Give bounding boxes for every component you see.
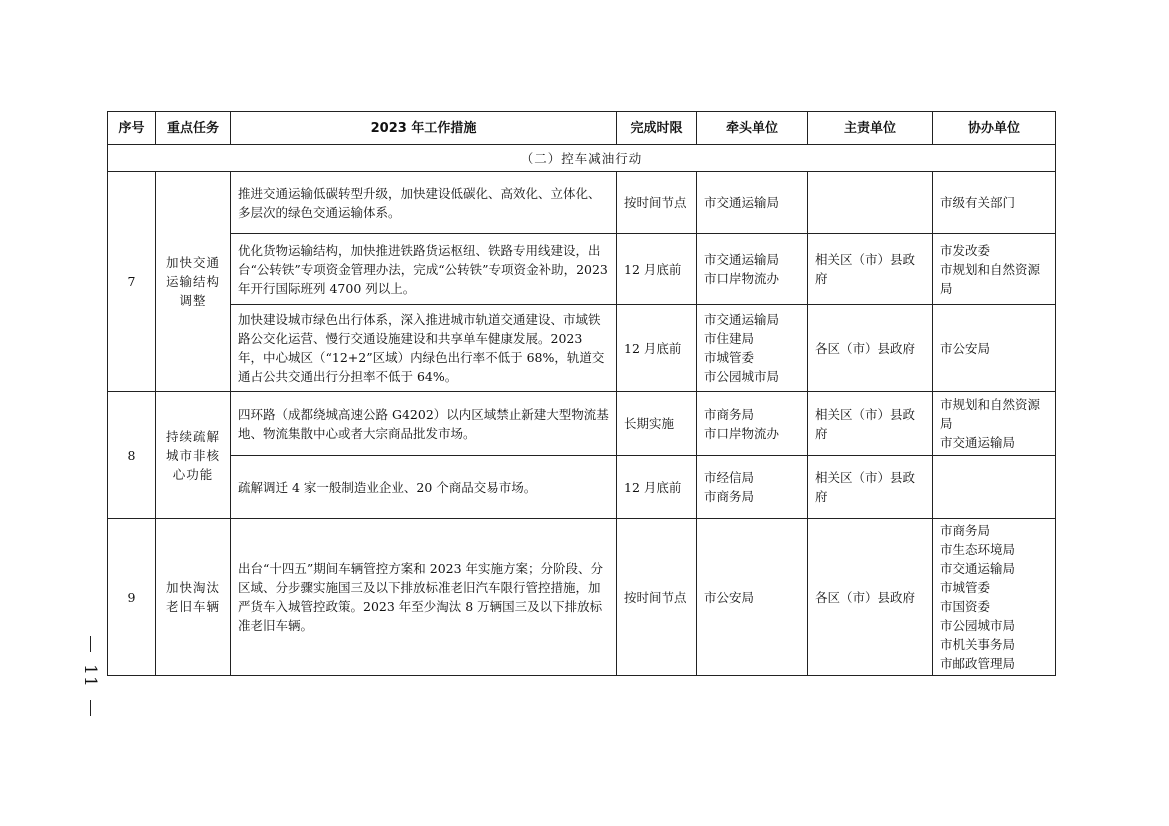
deadline-cell: 按时间节点: [617, 172, 697, 234]
header-main-unit: 主责单位: [808, 112, 933, 145]
assist-unit-cell-item: 市城管委: [940, 580, 991, 595]
lead-unit-cell-item: 市交通运输局: [704, 312, 780, 327]
lead-unit-cell: [697, 172, 808, 234]
seq-cell: 9: [108, 519, 156, 676]
header-deadline: 完成时限: [617, 112, 697, 145]
seq-cell: 8: [108, 392, 156, 519]
assist-unit-cell-item: 市机关事务局: [940, 637, 1016, 652]
measure-cell: 疏解调迁 4 家一般制造业企业、20 个商品交易市场。: [231, 456, 617, 519]
lead-unit-cell: [697, 234, 808, 305]
header-task: 重点任务: [156, 112, 231, 145]
assist-unit-cell-item: 市邮政管理局: [940, 656, 1016, 671]
deadline-cell: 12 月底前: [617, 456, 697, 519]
table-header-row: [108, 112, 1056, 145]
lead-unit-cell-item: 市公园城市局: [704, 369, 780, 384]
assist-unit-cell: [933, 392, 1056, 456]
assist-unit-cell-item: 市交通运输局: [940, 561, 1016, 576]
section-row: [108, 145, 1056, 172]
table-row: [108, 305, 1056, 392]
assist-unit-cell: [933, 234, 1056, 305]
lead-unit-cell-item: 市住建局: [704, 331, 755, 346]
assist-unit-cell-item: 市公园城市局: [940, 618, 1016, 633]
assist-unit-cell-item: 市交通运输局: [940, 435, 1016, 450]
lead-unit-cell: [697, 305, 808, 392]
task-cell: 持续疏解城市非核心功能: [156, 392, 231, 519]
header-measures: 2023 年工作措施: [231, 112, 617, 145]
lead-unit-cell-item: 市口岸物流办: [704, 271, 780, 286]
assist-unit-cell-item: 市级有关部门: [940, 195, 1016, 210]
lead-unit-cell-item: 市公安局: [704, 589, 755, 605]
measure-cell: 推进交通运输低碳转型升级，加快建设低碳化、高效化、立体化、多层次的绿色交通运输体系。: [231, 172, 617, 234]
assist-unit-cell: [933, 305, 1056, 392]
main-unit-cell: 各区（市）县政府: [808, 519, 933, 676]
measure-cell: 出台“十四五”期间车辆管控方案和 2023 年实施方案；分阶段、分区域、分步骤实施国三及以下排放标准老旧汽车限行管控措施，加严货车入城管控政策。2023 年至少淘汰 8 万辆国三及以下排放标准老旧车辆。: [231, 519, 617, 676]
lead-unit-cell: [697, 392, 808, 456]
page-number-dash-bottom: [90, 700, 91, 716]
lead-unit-cell-item: 市城管委: [704, 350, 755, 365]
deadline-cell: 12 月底前: [617, 305, 697, 392]
lead-unit-cell-item: 市经信局: [704, 470, 755, 485]
deadline-cell: 12 月底前: [617, 234, 697, 305]
main-unit-cell: 相关区（市）县政府: [808, 392, 933, 456]
task-cell: 加快淘汰老旧车辆: [156, 519, 231, 676]
header-assist-unit: 协办单位: [933, 112, 1056, 145]
table-row: [108, 392, 1056, 456]
table-row: [108, 519, 1056, 676]
lead-unit-cell: [697, 519, 808, 676]
assist-unit-cell-item: 市生态环境局: [940, 542, 1016, 557]
main-unit-cell: 相关区（市）县政府: [808, 456, 933, 519]
table-row: [108, 456, 1056, 519]
measure-cell: 加快建设城市绿色出行体系，深入推进城市轨道交通建设、市域铁路公交化运营、慢行交通设施建设和共享单车健康发展。2023 年，中心城区（“12+2”区域）内绿色出行率不低于 68%，轨道交通占公共交通出行分担率不低于 64%。: [231, 305, 617, 392]
table-row: [108, 234, 1056, 305]
assist-unit-cell-item: 市商务局: [940, 523, 991, 538]
assist-unit-cell: [933, 456, 1056, 519]
lead-unit-cell: [697, 456, 808, 519]
header-seq: 序号: [108, 112, 156, 145]
section-title: （二）控车减油行动: [108, 145, 1056, 172]
lead-unit-cell-item: 市商务局: [704, 406, 755, 422]
assist-unit-cell-item: 市公安局: [940, 340, 991, 356]
lead-unit-cell-item: 市交通运输局: [704, 252, 780, 267]
lead-unit-cell-item: 市商务局: [704, 489, 755, 504]
lead-unit-cell-item: 市交通运输局: [704, 195, 780, 210]
measure-cell: 四环路（成都绕城高速公路 G4202）以内区域禁止新建大型物流基地、物流集散中心或者大宗商品批发市场。: [231, 392, 617, 456]
seq-cell: 7: [108, 172, 156, 392]
page-number: [76, 636, 104, 716]
page-number-dash-top: [90, 636, 91, 652]
page-number-text: 11: [79, 664, 100, 688]
deadline-cell: 长期实施: [617, 392, 697, 456]
table-row: [108, 172, 1056, 234]
assist-unit-cell-item: 市规划和自然资源局: [940, 261, 1041, 296]
main-unit-cell: 相关区（市）县政府: [808, 234, 933, 305]
assist-unit-cell: [933, 172, 1056, 234]
assist-unit-cell: [933, 519, 1056, 676]
main-unit-cell: [808, 172, 933, 234]
assist-unit-cell-item: 市国资委: [940, 599, 991, 614]
task-cell: 加快交通运输结构调整: [156, 172, 231, 392]
main-unit-cell: 各区（市）县政府: [808, 305, 933, 392]
work-measures-table: [107, 111, 1056, 676]
assist-unit-cell-item: 市发改委: [940, 242, 991, 258]
assist-unit-cell-item: 市规划和自然资源局: [940, 397, 1041, 431]
header-lead-unit: 牵头单位: [697, 112, 808, 145]
lead-unit-cell-item: 市口岸物流办: [704, 425, 780, 441]
measure-cell: 优化货物运输结构，加快推进铁路货运枢纽、铁路专用线建设，出台“公转铁”专项资金管理办法，完成“公转铁”专项资金补助，2023 年开行国际班列 4700 列以上。: [231, 234, 617, 305]
deadline-cell: 按时间节点: [617, 519, 697, 676]
